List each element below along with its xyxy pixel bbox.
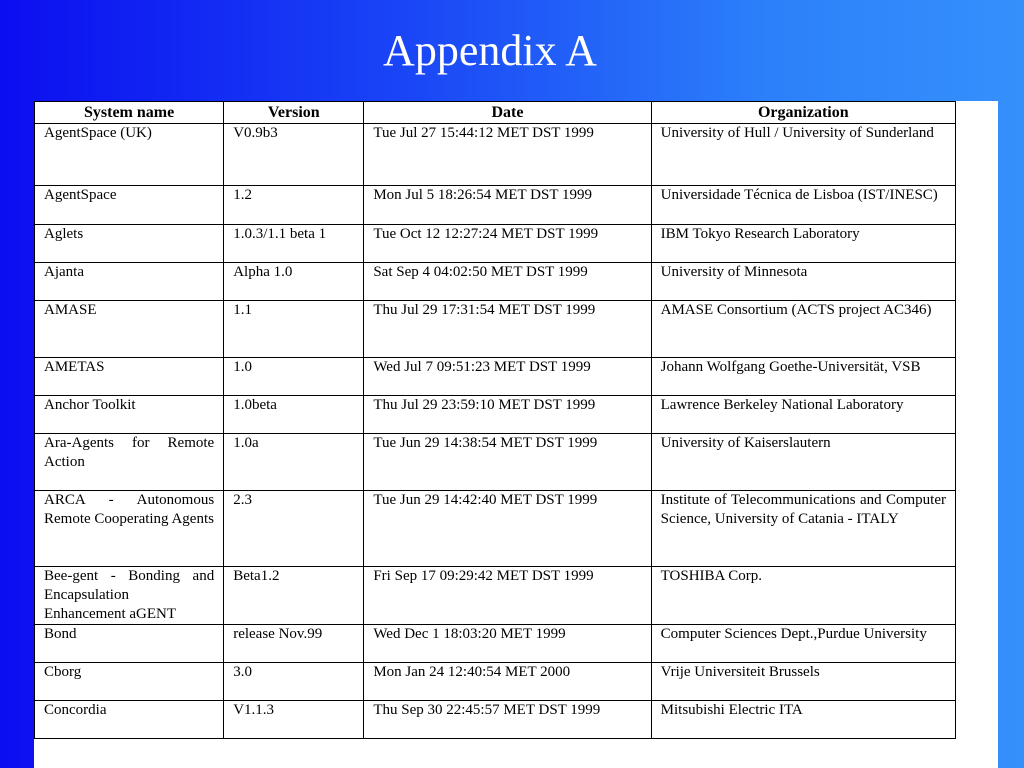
cell-version: 1.0beta — [224, 396, 364, 434]
cell-organization: Johann Wolfgang Goethe-Universität, VSB — [651, 358, 955, 396]
cell-date: Mon Jul 5 18:26:54 MET DST 1999 — [364, 186, 651, 225]
cell-date: Wed Dec 1 18:03:20 MET 1999 — [364, 625, 651, 663]
header-row — [35, 102, 956, 124]
cell-system-name: Concordia — [35, 701, 224, 739]
cell-system-name: Ajanta — [35, 263, 224, 301]
table-row — [35, 186, 956, 225]
cell-system-name: AMASE — [35, 301, 224, 358]
systems-table — [34, 101, 956, 739]
table-row — [35, 301, 956, 358]
cell-version: 1.0.3/1.1 beta 1 — [224, 225, 364, 263]
table-row — [35, 625, 956, 663]
cell-organization: University of Minnesota — [651, 263, 955, 301]
cell-system-name: ARCA - Autonomous Remote Cooperating Agents — [35, 491, 224, 567]
cell-date: Sat Sep 4 04:02:50 MET DST 1999 — [364, 263, 651, 301]
cell-organization: TOSHIBA Corp. — [651, 567, 955, 625]
cell-date: Fri Sep 17 09:29:42 MET DST 1999 — [364, 567, 651, 625]
cell-organization: AMASE Consortium (ACTS project AC346) — [651, 301, 955, 358]
cell-organization: Computer Sciences Dept.,Purdue University — [651, 625, 955, 663]
table-row — [35, 396, 956, 434]
cell-system-name: Cborg — [35, 663, 224, 701]
cell-date: Thu Sep 30 22:45:57 MET DST 1999 — [364, 701, 651, 739]
cell-organization: IBM Tokyo Research Laboratory — [651, 225, 955, 263]
cell-organization: Vrije Universiteit Brussels — [651, 663, 955, 701]
cell-system-name: AMETAS — [35, 358, 224, 396]
cell-system-name: Bond — [35, 625, 224, 663]
cell-version: 1.1 — [224, 301, 364, 358]
cell-version: 1.2 — [224, 186, 364, 225]
cell-system-name: Bee-gent - Bonding and Encapsulation Enhancement aGENT — [35, 567, 224, 625]
cell-date: Tue Oct 12 12:27:24 MET DST 1999 — [364, 225, 651, 263]
cell-organization: University of Kaiserslautern — [651, 434, 955, 491]
cell-system-name: AgentSpace (UK) — [35, 124, 224, 186]
cell-version: V1.1.3 — [224, 701, 364, 739]
cell-date: Tue Jul 27 15:44:12 MET DST 1999 — [364, 124, 651, 186]
cell-organization: Institute of Telecommunications and Computer Science, University of Catania - ITALY — [651, 491, 955, 567]
cell-date: Thu Jul 29 23:59:10 MET DST 1999 — [364, 396, 651, 434]
cell-version: 3.0 — [224, 663, 364, 701]
cell-version: 2.3 — [224, 491, 364, 567]
cell-organization: University of Hull / University of Sunderland — [651, 124, 955, 186]
header-organization: Organization — [651, 102, 955, 124]
header-system-name: System name — [35, 102, 224, 124]
cell-date: Tue Jun 29 14:38:54 MET DST 1999 — [364, 434, 651, 491]
cell-system-name: Aglets — [35, 225, 224, 263]
cell-system-name: AgentSpace — [35, 186, 224, 225]
header-date: Date — [364, 102, 651, 124]
cell-version: V0.9b3 — [224, 124, 364, 186]
cell-version: 1.0 — [224, 358, 364, 396]
cell-organization: Universidade Técnica de Lisboa (IST/INESC) — [651, 186, 955, 225]
cell-system-name: Ara-Agents for Remote Action — [35, 434, 224, 491]
table-row — [35, 663, 956, 701]
cell-organization: Lawrence Berkeley National Laboratory — [651, 396, 955, 434]
cell-version: release Nov.99 — [224, 625, 364, 663]
table-row — [35, 701, 956, 739]
table-row — [35, 491, 956, 567]
table-row — [35, 225, 956, 263]
slide-title: Appendix A — [383, 26, 597, 75]
cell-date: Mon Jan 24 12:40:54 MET 2000 — [364, 663, 651, 701]
cell-version: Alpha 1.0 — [224, 263, 364, 301]
cell-date: Wed Jul 7 09:51:23 MET DST 1999 — [364, 358, 651, 396]
table-row — [35, 263, 956, 301]
header-version: Version — [224, 102, 364, 124]
cell-date: Tue Jun 29 14:42:40 MET DST 1999 — [364, 491, 651, 567]
cell-version: Beta1.2 — [224, 567, 364, 625]
table-row — [35, 124, 956, 186]
cell-date: Thu Jul 29 17:31:54 MET DST 1999 — [364, 301, 651, 358]
table-row — [35, 567, 956, 625]
cell-system-name: Anchor Toolkit — [35, 396, 224, 434]
cell-organization: Mitsubishi Electric ITA — [651, 701, 955, 739]
table-row — [35, 358, 956, 396]
cell-version: 1.0a — [224, 434, 364, 491]
table-row — [35, 434, 956, 491]
